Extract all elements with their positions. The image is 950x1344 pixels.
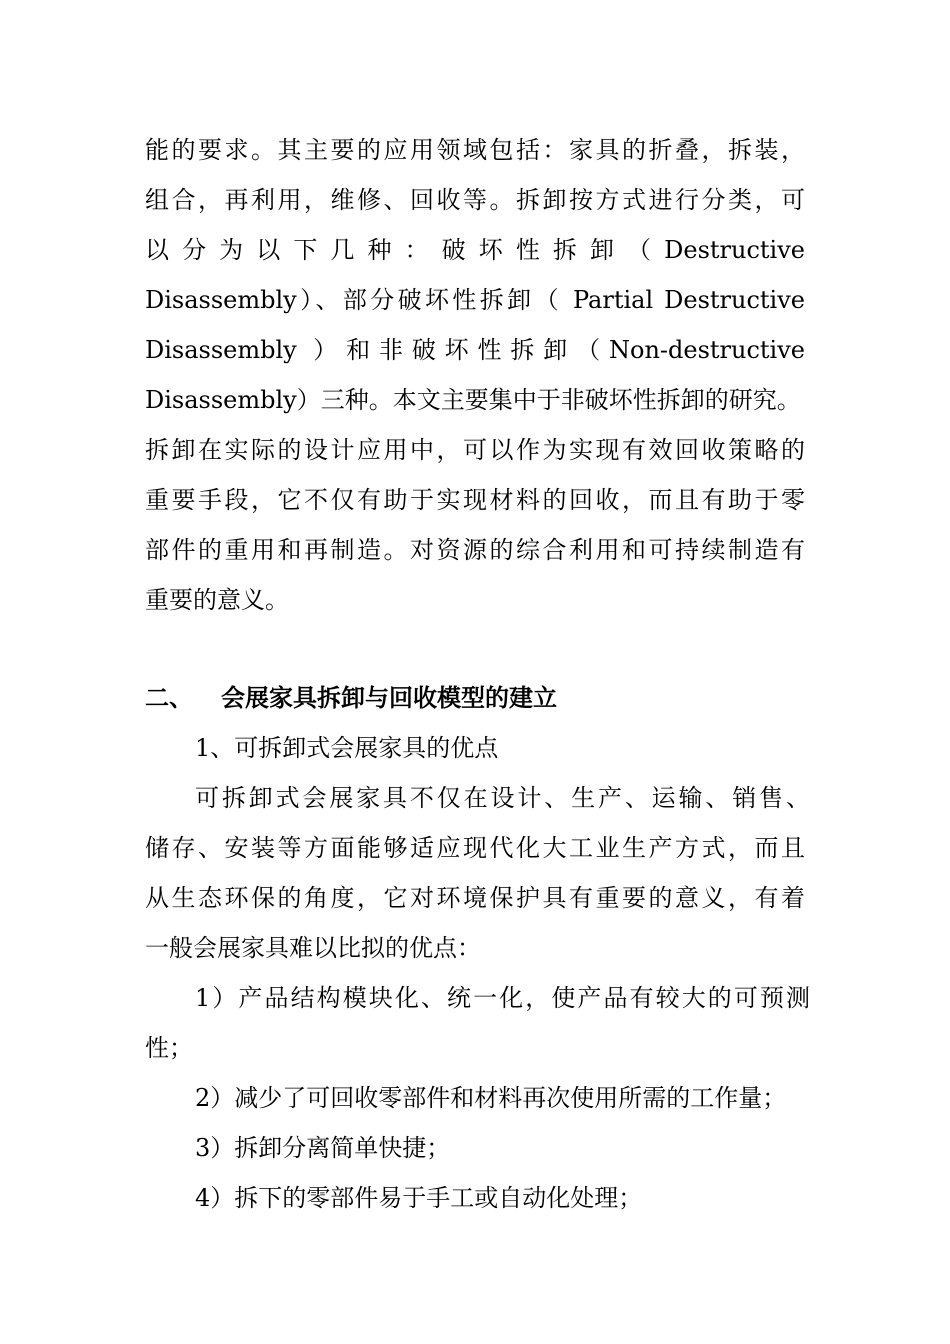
paragraph-line: 能的要求。其主要的应用领域包括：家具的折叠，拆装， xyxy=(145,136,805,164)
list-item: 4）拆下的零部件易于手工或自动化处理； xyxy=(195,1184,643,1212)
paragraph-line: 重要的意义。 xyxy=(145,586,289,614)
section-heading xyxy=(145,682,805,714)
list-item: 1）产品结构模块化、统一化，使产品有较大的可预测 xyxy=(195,984,810,1012)
section-title: 会展家具拆卸与回收模型的建立 xyxy=(221,683,557,712)
paragraph-line: 一般会展家具难以比拟的优点： xyxy=(145,934,481,962)
paragraph-line: 重要手段，它不仅有助于实现材料的回收，而且有助于零 xyxy=(145,486,805,514)
paragraph-line: 部件的重用和再制造。对资源的综合利用和可持续制造有 xyxy=(145,536,805,564)
paragraph-line: Disassembly ）和非破坏性拆卸（Non-destructive xyxy=(145,336,805,364)
paragraph-line: 可拆卸式会展家具不仅在设计、生产、运输、销售、 xyxy=(195,784,810,812)
paragraph-line: Disassembly）三种。本文主要集中于非破坏性拆卸的研究。 xyxy=(145,386,801,414)
list-item: 3）拆卸分离简单快捷； xyxy=(195,1134,451,1162)
paragraph-line: 以分为以下几种：破坏性拆卸（Destructive xyxy=(145,236,805,264)
paragraph-line: 组合，再利用，维修、回收等。拆卸按方式进行分类，可 xyxy=(145,186,805,214)
paragraph-line: Disassembly）、部分破坏性拆卸（ Partial Destructive xyxy=(145,286,805,314)
list-item-continuation: 性； xyxy=(145,1034,193,1062)
paragraph-line: 储存、安装等方面能够适应现代化大工业生产方式，而且 xyxy=(145,834,805,862)
paragraph-line: 从生态环保的角度，它对环境保护具有重要的意义，有着 xyxy=(145,884,805,912)
paragraph-line: 拆卸在实际的设计应用中，可以作为实现有效回收策略的 xyxy=(145,436,805,464)
subsection-heading: 1、可拆卸式会展家具的优点 xyxy=(195,734,499,762)
list-item: 2）减少了可回收零部件和材料再次使用所需的工作量； xyxy=(195,1084,787,1112)
section-number: 二、 xyxy=(145,683,193,712)
